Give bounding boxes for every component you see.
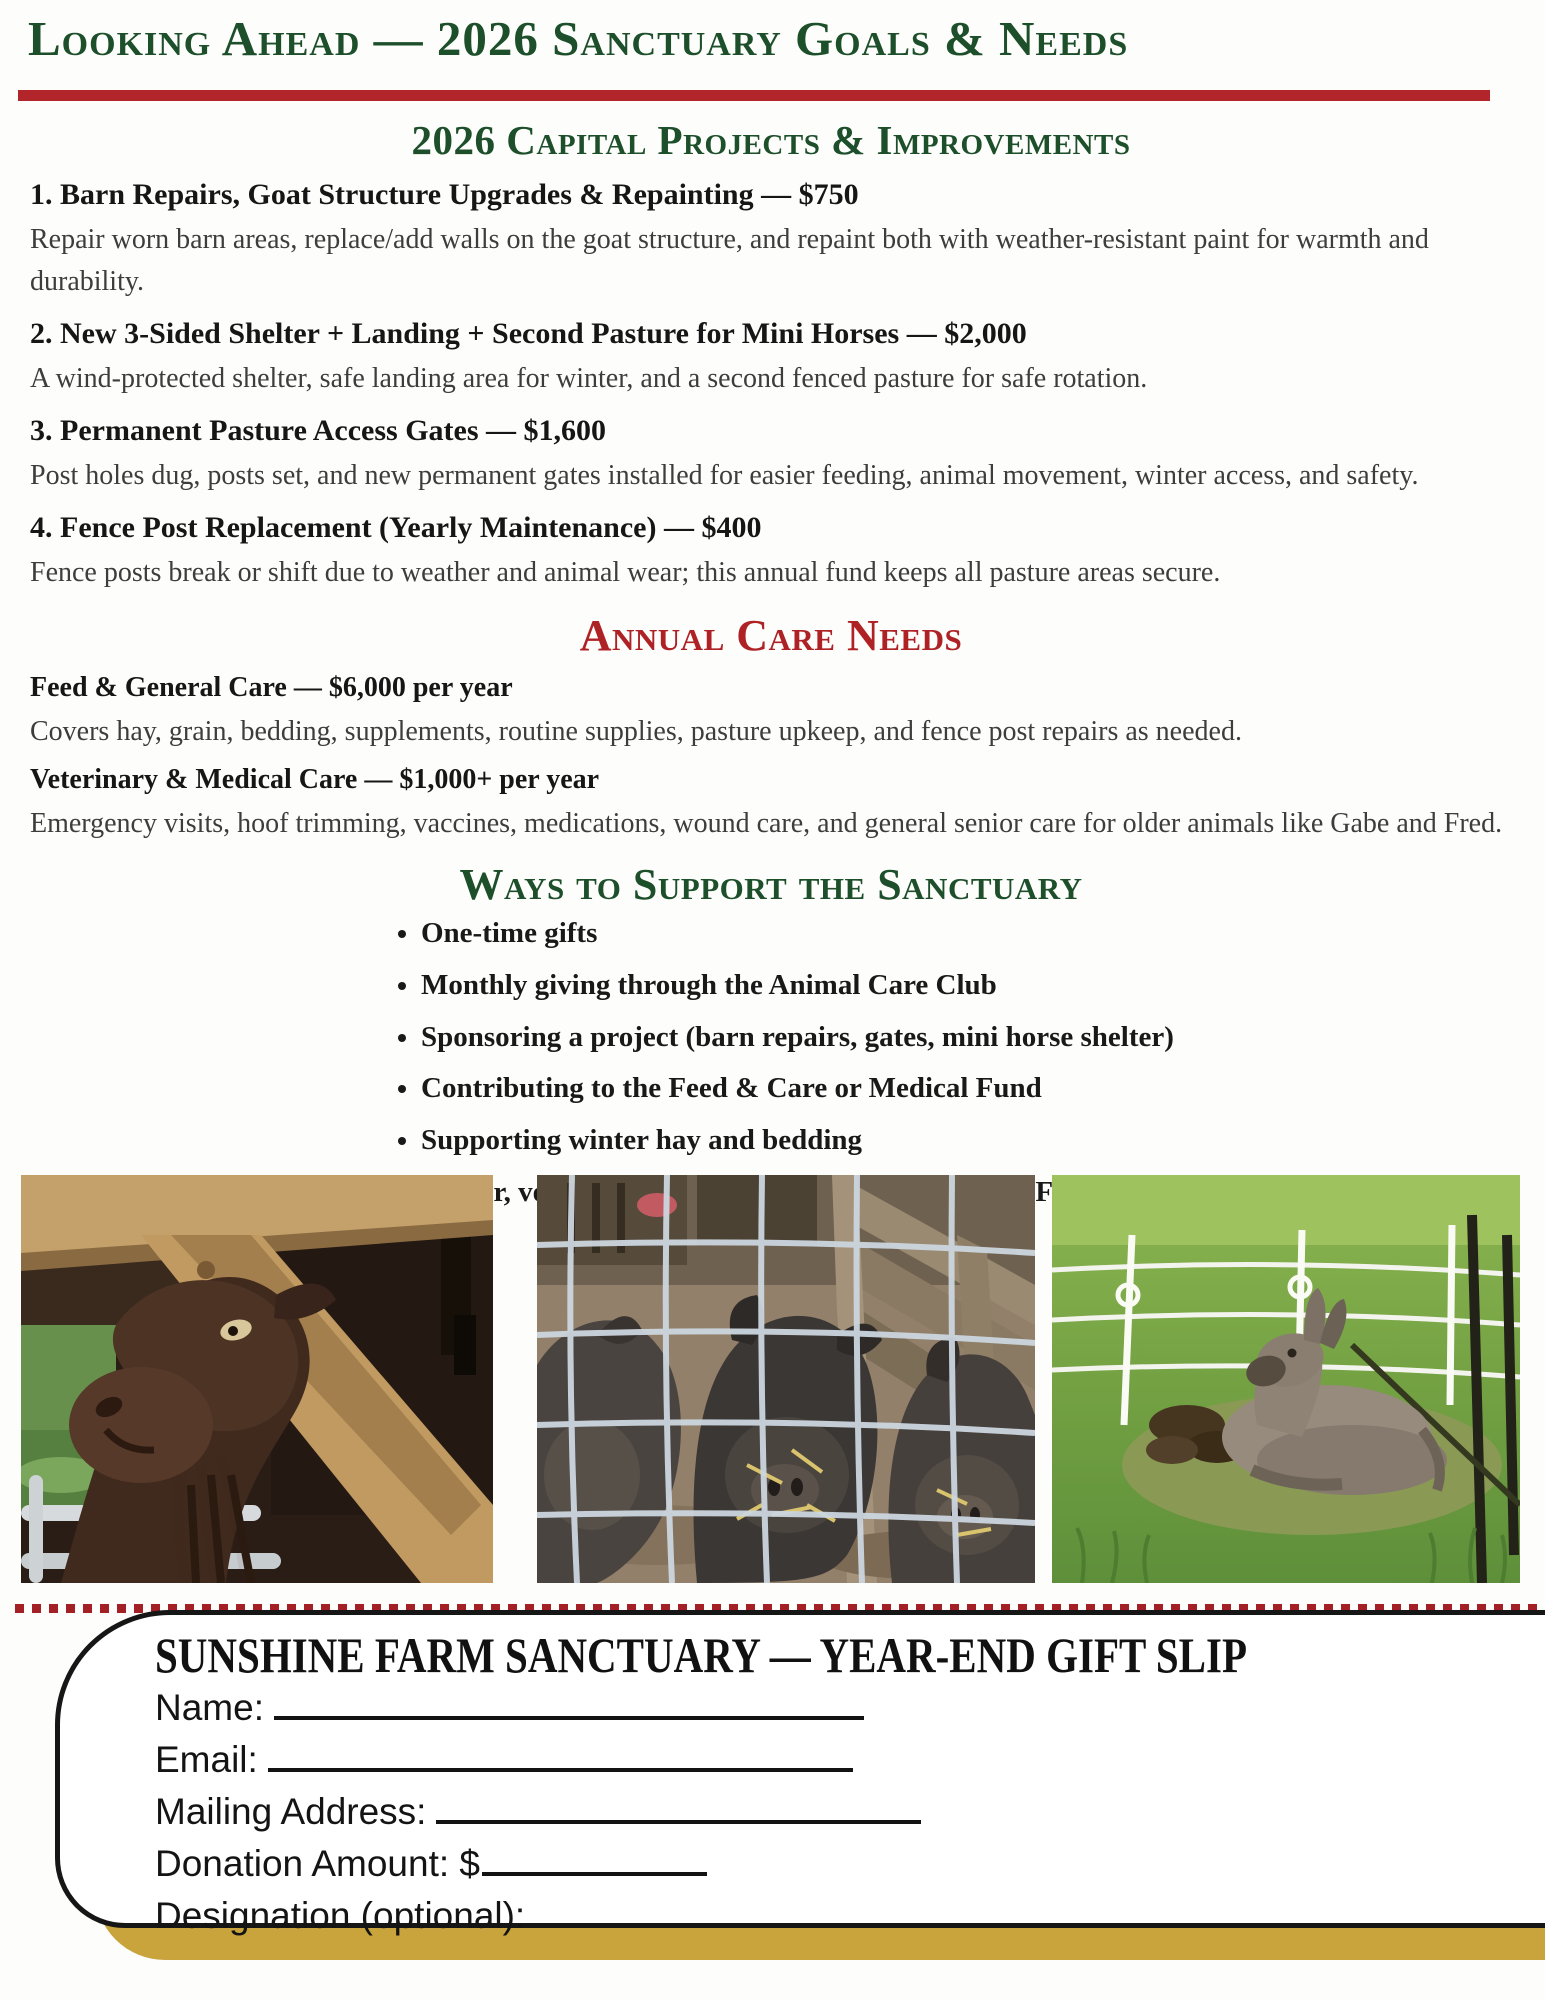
capital-item <box>30 172 1512 303</box>
capital-item-body: Post holes dug, posts set, and new permanent gates installed for easier feeding, animal movement, winter access, and safety. <box>30 460 1419 491</box>
designation-field <box>155 1890 1545 1942</box>
designation-field-label: Designation (optional): <box>155 1895 526 1936</box>
annual-item-body: Covers hay, grain, bedding, supplements, routine supplies, pasture upkeep, and fence post repairs as needed. <box>30 716 1242 747</box>
list-item: • Contributing to the Feed & Care or Medical Fund <box>421 1071 1512 1106</box>
name-field-label: Name: <box>155 1687 264 1728</box>
capital-projects-heading: 2026 Capital Projects & Improvements <box>411 117 1131 163</box>
mailing-address-field-line <box>436 1790 921 1824</box>
annual-care-heading: Annual Care Needs <box>579 611 963 660</box>
donkey-resting-photo <box>1052 1175 1520 1583</box>
page-title: Looking Ahead — 2026 Sanctuary Goals & Needs <box>28 11 1129 66</box>
gift-slip <box>55 1610 1545 1936</box>
capital-item-title: 2. New 3-Sided Shelter + Landing + Second Pasture for Mini Horses — $2,000 <box>30 317 1027 350</box>
ways-to-support-list <box>375 916 1512 1210</box>
name-field <box>155 1682 1545 1734</box>
pigs-at-fence-photo <box>537 1175 1035 1583</box>
annual-item <box>30 667 1512 753</box>
capital-item <box>30 505 1512 594</box>
capital-item <box>30 311 1512 400</box>
ways-to-support-heading: Ways to Support the Sanctuary <box>459 860 1083 909</box>
capital-item-body: A wind-protected shelter, safe landing area for winter, and a second fenced pasture for safe rotation. <box>30 363 1148 394</box>
mailing-address-field-label: Mailing Address: <box>155 1791 427 1832</box>
email-field-label: Email: <box>155 1739 258 1780</box>
email-field-line <box>268 1738 853 1772</box>
annual-item-title: Feed & General Care — $6,000 per year <box>30 672 513 703</box>
list-item: • Sponsoring a project (barn repairs, gates, mini horse shelter) <box>421 1020 1512 1055</box>
donation-amount-field-label: Donation Amount: $ <box>155 1843 480 1884</box>
mailing-address-field <box>155 1786 1545 1838</box>
goat-closeup-photo <box>21 1175 493 1583</box>
annual-item <box>30 759 1512 845</box>
list-item: • One-time gifts <box>421 916 1512 951</box>
gift-slip-title: SUNSHINE FARM SANCTUARY — YEAR-END GIFT SLIP <box>155 1627 1248 1683</box>
list-item: • Monthly giving through the Animal Care Club <box>421 968 1512 1003</box>
name-field-line <box>274 1686 864 1720</box>
capital-item <box>30 408 1512 497</box>
capital-item-title: 3. Permanent Pasture Access Gates — $1,600 <box>30 414 607 447</box>
annual-item-title: Veterinary & Medical Care — $1,000+ per year <box>30 764 600 795</box>
email-field <box>155 1734 1545 1786</box>
main-content <box>30 116 1512 1227</box>
title-divider-rule <box>18 90 1490 101</box>
capital-item-body: Fence posts break or shift due to weather and animal wear; this annual fund keeps all pasture areas secure. <box>30 557 1221 588</box>
donation-amount-field-line <box>482 1842 707 1876</box>
capital-item-title: 4. Fence Post Replacement (Yearly Maintenance) — $400 <box>30 511 762 544</box>
annual-item-body: Emergency visits, hoof trimming, vaccines, medications, wound care, and general senior care for older animals like Gabe and Fred. <box>30 808 1503 839</box>
capital-item-title: 1. Barn Repairs, Goat Structure Upgrades & Repainting — $750 <box>30 178 859 211</box>
list-item: • Supporting winter hay and bedding <box>421 1123 1512 1158</box>
capital-item-body: Repair worn barn areas, replace/add walls on the goat structure, and repaint both with weather-resistant paint for warmth and durability. <box>30 224 1429 297</box>
donation-amount-field <box>155 1838 1545 1890</box>
